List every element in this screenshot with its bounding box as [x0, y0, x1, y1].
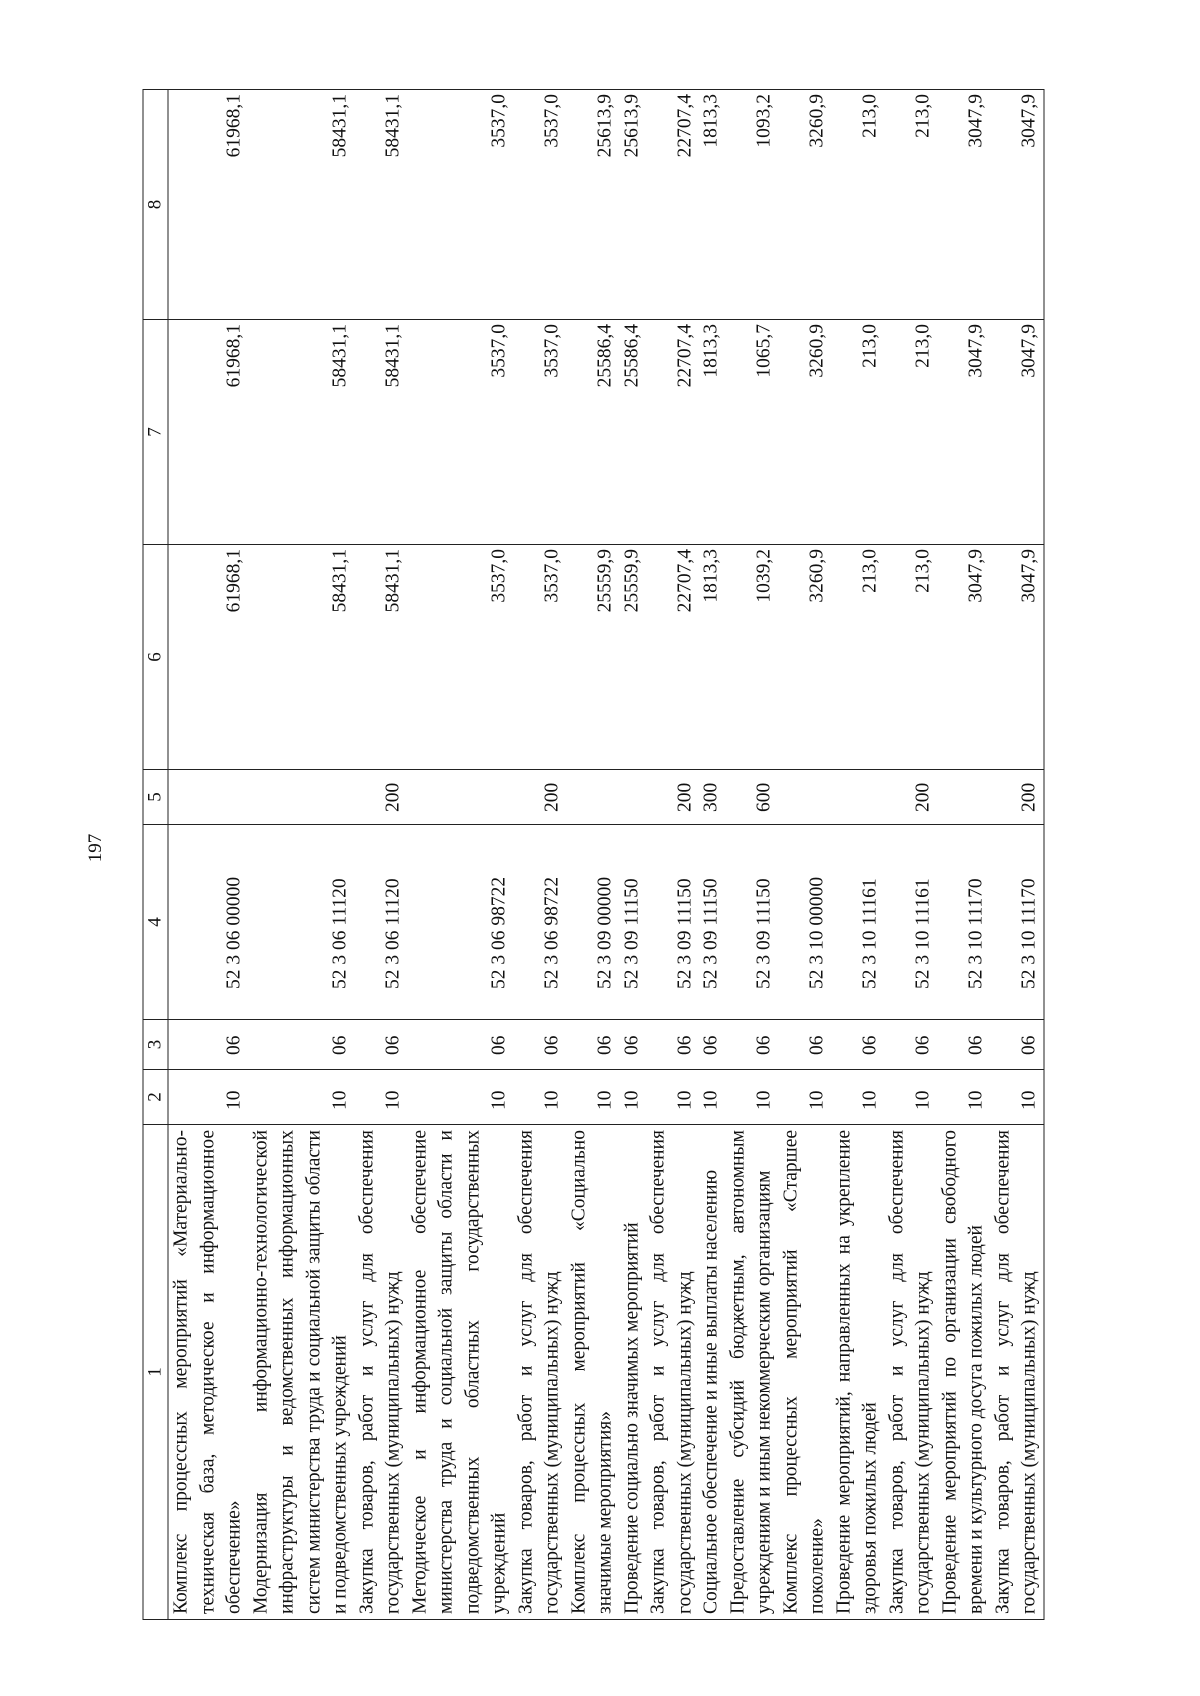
target-article-code: 52 3 06 00000 [168, 825, 248, 1020]
amount-col-8: 3260,9 [778, 90, 831, 320]
expense-type-code [407, 770, 513, 825]
expense-type-code [778, 770, 831, 825]
target-article-code: 52 3 10 11161 [831, 825, 884, 1020]
row-name: Предоставление субсидий бюджетным, автономным учреждениям и иным некоммерческим организациям [725, 1125, 778, 1620]
table-row [699, 90, 726, 1620]
subsection-code: 06 [699, 1020, 726, 1070]
expense-type-code [937, 770, 990, 825]
subsection-code: 06 [831, 1020, 884, 1070]
amount-col-6: 3260,9 [778, 545, 831, 770]
amount-col-7: 3047,9 [937, 320, 990, 545]
amount-col-6: 1813,3 [699, 545, 726, 770]
table-row [831, 90, 884, 1620]
expense-type-code [566, 770, 619, 825]
row-name: Проведение мероприятий по организации свободного времени и культурного досуга пожилых людей [937, 1125, 990, 1620]
amount-col-8: 1813,3 [699, 90, 726, 320]
subsection-code: 06 [168, 1020, 248, 1070]
subsection-code: 06 [937, 1020, 990, 1070]
subsection-code: 06 [354, 1020, 407, 1070]
section-code: 10 [619, 1070, 646, 1125]
amount-col-8: 58431,1 [354, 90, 407, 320]
target-article-code: 52 3 09 11150 [619, 825, 646, 1020]
amount-col-8: 3537,0 [407, 90, 513, 320]
section-code: 10 [778, 1070, 831, 1125]
row-name: Социальное обеспечение и иные выплаты населению [699, 1125, 726, 1620]
section-code: 10 [407, 1070, 513, 1125]
subsection-code: 06 [513, 1020, 566, 1070]
target-article-code: 52 3 09 11150 [725, 825, 778, 1020]
amount-col-7: 1813,3 [699, 320, 726, 545]
expense-type-code: 200 [884, 770, 937, 825]
amount-col-6: 213,0 [831, 545, 884, 770]
table-row [513, 90, 566, 1620]
amount-col-8: 3047,9 [937, 90, 990, 320]
amount-col-6: 3047,9 [937, 545, 990, 770]
section-code: 10 [884, 1070, 937, 1125]
section-code: 10 [937, 1070, 990, 1125]
column-header-2: 2 [143, 1070, 168, 1125]
expense-type-code: 200 [513, 770, 566, 825]
table-row [778, 90, 831, 1620]
expense-type-code: 200 [354, 770, 407, 825]
amount-col-6: 1039,2 [725, 545, 778, 770]
amount-col-6: 25559,9 [619, 545, 646, 770]
expense-type-code: 200 [646, 770, 699, 825]
expense-type-code: 600 [725, 770, 778, 825]
column-header-3: 3 [143, 1020, 168, 1070]
section-code: 10 [831, 1070, 884, 1125]
amount-col-7: 25586,4 [566, 320, 619, 545]
row-name: Комплекс процессных мероприятий «Материально-техническая база, методическое и информационное обеспечение» [168, 1125, 248, 1620]
amount-col-6: 22707,4 [646, 545, 699, 770]
header-row [143, 90, 168, 1620]
row-name: Комплекс процессных мероприятий «Социально значимые мероприятия» [566, 1125, 619, 1620]
amount-col-8: 3047,9 [990, 90, 1044, 320]
subsection-code: 06 [619, 1020, 646, 1070]
section-code: 10 [513, 1070, 566, 1125]
row-name: Закупка товаров, работ и услуг для обеспечения государственных (муниципальных) нужд [990, 1125, 1044, 1620]
amount-col-7: 61968,1 [168, 320, 248, 545]
amount-col-7: 3260,9 [778, 320, 831, 545]
subsection-code: 06 [725, 1020, 778, 1070]
table-row [354, 90, 407, 1620]
amount-col-6: 3047,9 [990, 545, 1044, 770]
page-number: 197 [85, 833, 106, 863]
expense-type-code: 200 [990, 770, 1044, 825]
section-code: 10 [354, 1070, 407, 1125]
column-header-5: 5 [143, 770, 168, 825]
row-name: Проведение мероприятий, направленных на укрепление здоровья пожилых людей [831, 1125, 884, 1620]
section-code: 10 [248, 1070, 354, 1125]
amount-col-8: 61968,1 [168, 90, 248, 320]
row-name: Закупка товаров, работ и услуг для обеспечения государственных (муниципальных) нужд [513, 1125, 566, 1620]
subsection-code: 06 [778, 1020, 831, 1070]
target-article-code: 52 3 10 00000 [778, 825, 831, 1020]
amount-col-8: 213,0 [884, 90, 937, 320]
row-name: Закупка товаров, работ и услуг для обеспечения государственных (муниципальных) нужд [646, 1125, 699, 1620]
column-header-6: 6 [143, 545, 168, 770]
section-code: 10 [646, 1070, 699, 1125]
target-article-code: 52 3 09 11150 [699, 825, 726, 1020]
table-row [619, 90, 646, 1620]
amount-col-7: 22707,4 [646, 320, 699, 545]
subsection-code: 06 [566, 1020, 619, 1070]
table-row [407, 90, 513, 1620]
amount-col-7: 213,0 [884, 320, 937, 545]
row-name: Закупка товаров, работ и услуг для обеспечения государственных (муниципальных) нужд [354, 1125, 407, 1620]
section-code: 10 [990, 1070, 1044, 1125]
section-code: 10 [566, 1070, 619, 1125]
amount-col-6: 61968,1 [168, 545, 248, 770]
section-code: 10 [725, 1070, 778, 1125]
table-row [884, 90, 937, 1620]
expense-type-code: 300 [699, 770, 726, 825]
subsection-code: 06 [990, 1020, 1044, 1070]
target-article-code: 52 3 09 00000 [566, 825, 619, 1020]
amount-col-7: 58431,1 [248, 320, 354, 545]
target-article-code: 52 3 10 11170 [990, 825, 1044, 1020]
section-code: 10 [699, 1070, 726, 1125]
amount-col-7: 3047,9 [990, 320, 1044, 545]
amount-col-8: 25613,9 [566, 90, 619, 320]
target-article-code: 52 3 10 11170 [937, 825, 990, 1020]
amount-col-6: 3537,0 [407, 545, 513, 770]
target-article-code: 52 3 10 11161 [884, 825, 937, 1020]
table-row [937, 90, 990, 1620]
target-article-code: 52 3 06 98722 [407, 825, 513, 1020]
amount-col-7: 3537,0 [407, 320, 513, 545]
amount-col-6: 213,0 [884, 545, 937, 770]
row-name: Модернизация информационно-технологической инфраструктуры и ведомственных информационных систем министерства труда и социальной защиты области и подведомственных учреждений [248, 1125, 354, 1620]
amount-col-8: 22707,4 [646, 90, 699, 320]
amount-col-7: 25586,4 [619, 320, 646, 545]
expense-type-code [248, 770, 354, 825]
table-row [990, 90, 1044, 1620]
row-name: Комплекс процессных мероприятий «Старшее поколение» [778, 1125, 831, 1620]
row-name: Методическое и информационное обеспечение министерства труда и социальной защиты области и подведомственных областных государственных учреждений [407, 1125, 513, 1620]
amount-col-8: 1093,2 [725, 90, 778, 320]
row-name: Закупка товаров, работ и услуг для обеспечения государственных (муниципальных) нужд [884, 1125, 937, 1620]
amount-col-8: 25613,9 [619, 90, 646, 320]
target-article-code: 52 3 06 11120 [248, 825, 354, 1020]
expense-type-code [619, 770, 646, 825]
amount-col-6: 3537,0 [513, 545, 566, 770]
column-header-7: 7 [143, 320, 168, 545]
subsection-code: 06 [407, 1020, 513, 1070]
row-name: Проведение социально значимых мероприятий [619, 1125, 646, 1620]
amount-col-8: 213,0 [831, 90, 884, 320]
expense-type-code [168, 770, 248, 825]
target-article-code: 52 3 06 11120 [354, 825, 407, 1020]
amount-col-6: 25559,9 [566, 545, 619, 770]
column-header-4: 4 [143, 825, 168, 1020]
amount-col-7: 1065,7 [725, 320, 778, 545]
amount-col-6: 58431,1 [248, 545, 354, 770]
amount-col-8: 3537,0 [513, 90, 566, 320]
section-code: 10 [168, 1070, 248, 1125]
target-article-code: 52 3 06 98722 [513, 825, 566, 1020]
subsection-code: 06 [884, 1020, 937, 1070]
amount-col-6: 58431,1 [354, 545, 407, 770]
table-row [168, 90, 248, 1620]
subsection-code: 06 [248, 1020, 354, 1070]
column-header-1: 1 [143, 1125, 168, 1620]
table-row [248, 90, 354, 1620]
table-row [646, 90, 699, 1620]
column-header-8: 8 [143, 90, 168, 320]
amount-col-7: 3537,0 [513, 320, 566, 545]
amount-col-7: 213,0 [831, 320, 884, 545]
amount-col-7: 58431,1 [354, 320, 407, 545]
amount-col-8: 58431,1 [248, 90, 354, 320]
table-row [725, 90, 778, 1620]
target-article-code: 52 3 09 11150 [646, 825, 699, 1020]
table-row [566, 90, 619, 1620]
subsection-code: 06 [646, 1020, 699, 1070]
budget-table [143, 89, 1045, 1620]
rotated-page [143, 90, 1058, 1620]
expense-type-code [831, 770, 884, 825]
